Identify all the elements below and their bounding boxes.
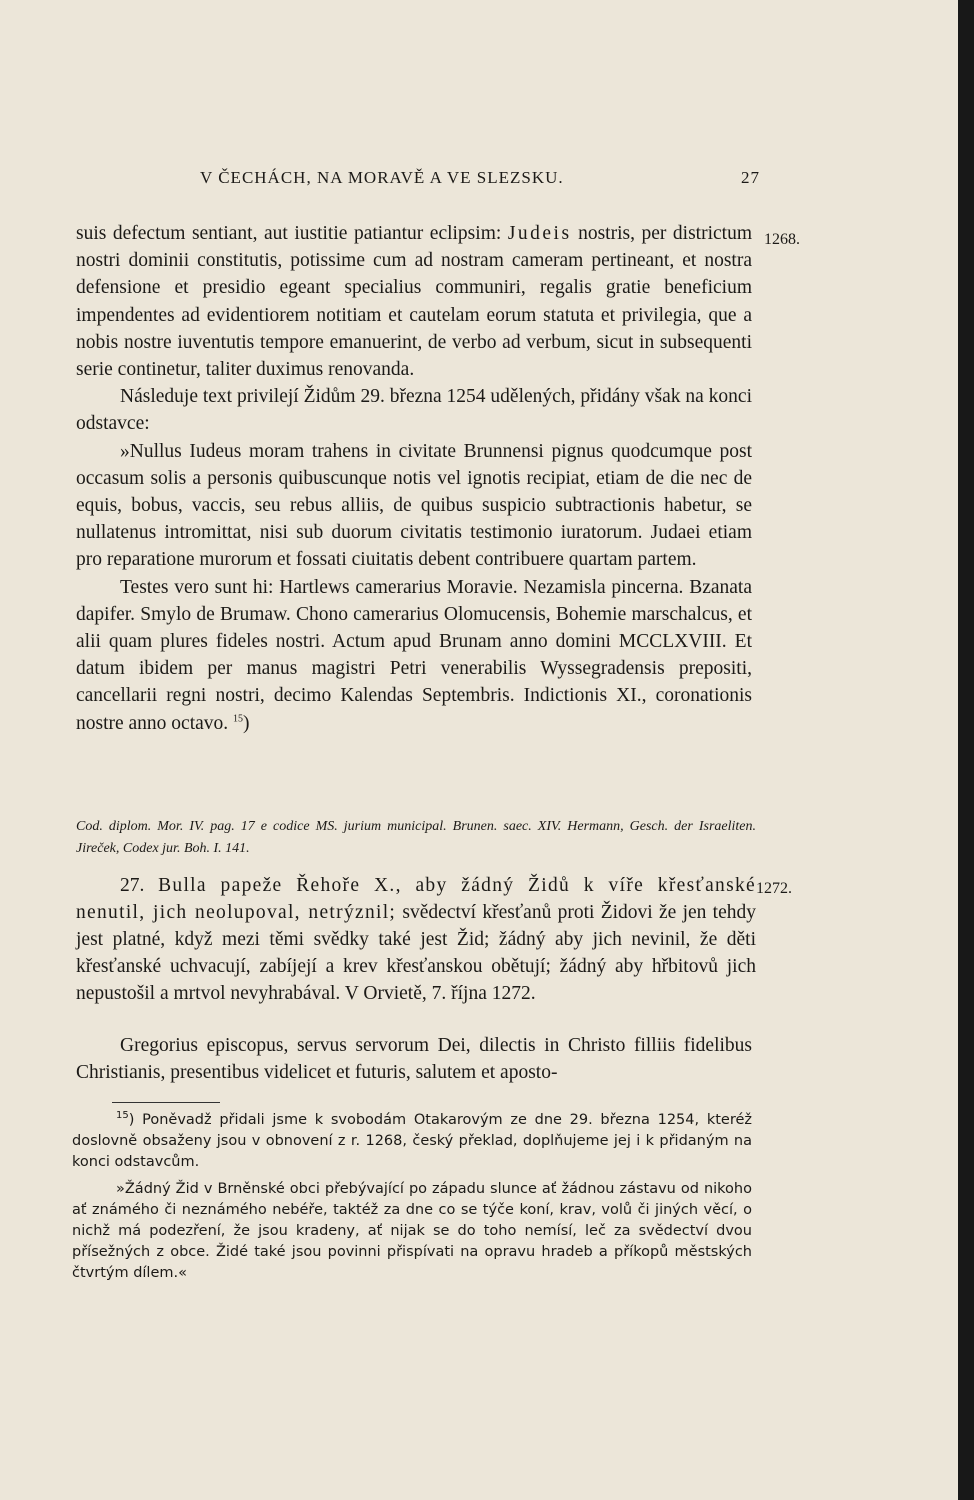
- paragraph1-after: nostris, per districtum nostri dominii constitutis, potissime cum ad nostram cameram pertineant, et nostra defensione et presidio egeant specialius communiri, regalis gratie beneficium impendentes ad evidentiorem notitiam et cautelam eorum statuta et privilegia, que a nobis nostre iuventutis tempore emanuerint, de verbo ad verbum, sicut in subsequenti serie continetur, taliter duximus renovanda.: [76, 223, 752, 381]
- paragraph-gregorius: Gregorius episcopus, servus servorum Dei, dilectis in Christo filliis fidelibus Christianis, presentibus videlicet et futuris, salutem et aposto-: [76, 1035, 752, 1084]
- footnote-text: ) Poněvadž přidali jsme k svobodám Otakarovým ze dne 29. března 1254, kteréž doslovně obsaženy jsou v obnovení z r. 1268, český překlad, doplňujeme jej i k přidaným na konci odstavcům.: [72, 1112, 752, 1170]
- footnotes-block: [72, 1110, 752, 1284]
- section-27: [76, 872, 756, 1007]
- footnote-number: 15: [116, 1110, 129, 1122]
- main-text-block: [76, 220, 752, 737]
- paragraph-testes: [76, 574, 752, 737]
- margin-year-1272: 1272.: [756, 880, 792, 897]
- footnote-translation: »Žádný Žid v Brněnské obci přebývající po západu slunce ať žádnou zástavu od nikoho ať známého či neznámého nebéře, taktéž za dne co se týče koní, krav, volů či jiných věcí, o nichž má podezření, že jsou kradeny, ať nijak se do toho nemísí, leč za svědectví dvou přísežných z obce. Židé také jsou povinni přispívati na opravu hradeb a příkopů městských čtvrtým dílem.«: [72, 1181, 752, 1281]
- paragraph-nullus-iudeus: »Nullus Iudeus moram trahens in civitate Brunnensi pignus quodcumque post occasum solis a personis quibuscunque notis vel ignotis recipiat, etiam de die nec de equis, bobus, vaccis, seu rebus alliis, de quibus suspicio subtractionis habetur, se nullatenus intromittat, nisi sub duorum civitatis testimonio iuratorum. Judaei etiam pro reparatione murorum et fossati ciuitatis debent contribuere quartam partem.: [76, 440, 752, 571]
- footnote-ref-close: ): [243, 712, 250, 734]
- source-citation: Cod. diplom. Mor. IV. pag. 17 e codice MS. jurium municipal. Brunen. saec. XIV. Hermann, Gesch. der Israeliten. Jireček, Codex jur. Boh. I. 141.: [76, 819, 756, 856]
- running-title: V ČECHÁCH, NA MORAVĚ A VE SLEZSKU.: [200, 168, 564, 187]
- footnote-ref-15: 15: [233, 713, 244, 725]
- page-number: 27: [741, 168, 760, 187]
- section-number: 27.: [120, 875, 145, 896]
- testes-text: Testes vero sunt hi: Hartlews camerarius Moravie. Nezamisla pincerna. Bzanata dapifer. Smylo de Brumaw. Chono camerarius Olomucensis, Bohemie marschalcus, et alii quam plures fideles nostri. Actum apud Brunam anno domini MCCLXVIII. Et datum ibidem per manus magistri Petri venerabilis Wyssegradensis prepositi, cancellarii regni nostri, decimo Kalendas Septembris. Indictionis XI., coronationis nostre anno octavo.: [76, 576, 752, 734]
- footnote-15: [72, 1110, 752, 1173]
- margin-year-1268: 1268.: [764, 231, 800, 248]
- paragraph1-before: suis defectum sentiant, aut iustitie patiantur eclipsim:: [76, 223, 508, 244]
- paragraph-latin-privilege: [76, 220, 752, 383]
- paragraph-czech-note: Následuje text privilejí Židům 29. března 1254 udělených, přidány však na konci odstavce:: [76, 386, 752, 435]
- scan-edge: [958, 0, 974, 1500]
- footnote-divider: [112, 1102, 220, 1103]
- section-heading: Bulla papeže Řehoře X., aby žádný Židů k víře křesťanské nenutil, jich neolupoval, netrýznil;: [76, 875, 756, 923]
- gregorius-paragraph-block: [76, 1032, 752, 1086]
- section-summary: svědectví křesťanů proti Židovi že jen tehdy jest platné, když mezi těmi svědky také jest Žid; žádný aby jich nevinil, že děti křesťanské uchvacují, zabíjejí a krev křesťanskou obětují; žádný aby hřbitovů jich nepustošil a mrtvol nevyhrabával. V Orvietě, 7. října 1272.: [76, 902, 756, 1004]
- spaced-word-judeis: Judeis: [507, 223, 572, 244]
